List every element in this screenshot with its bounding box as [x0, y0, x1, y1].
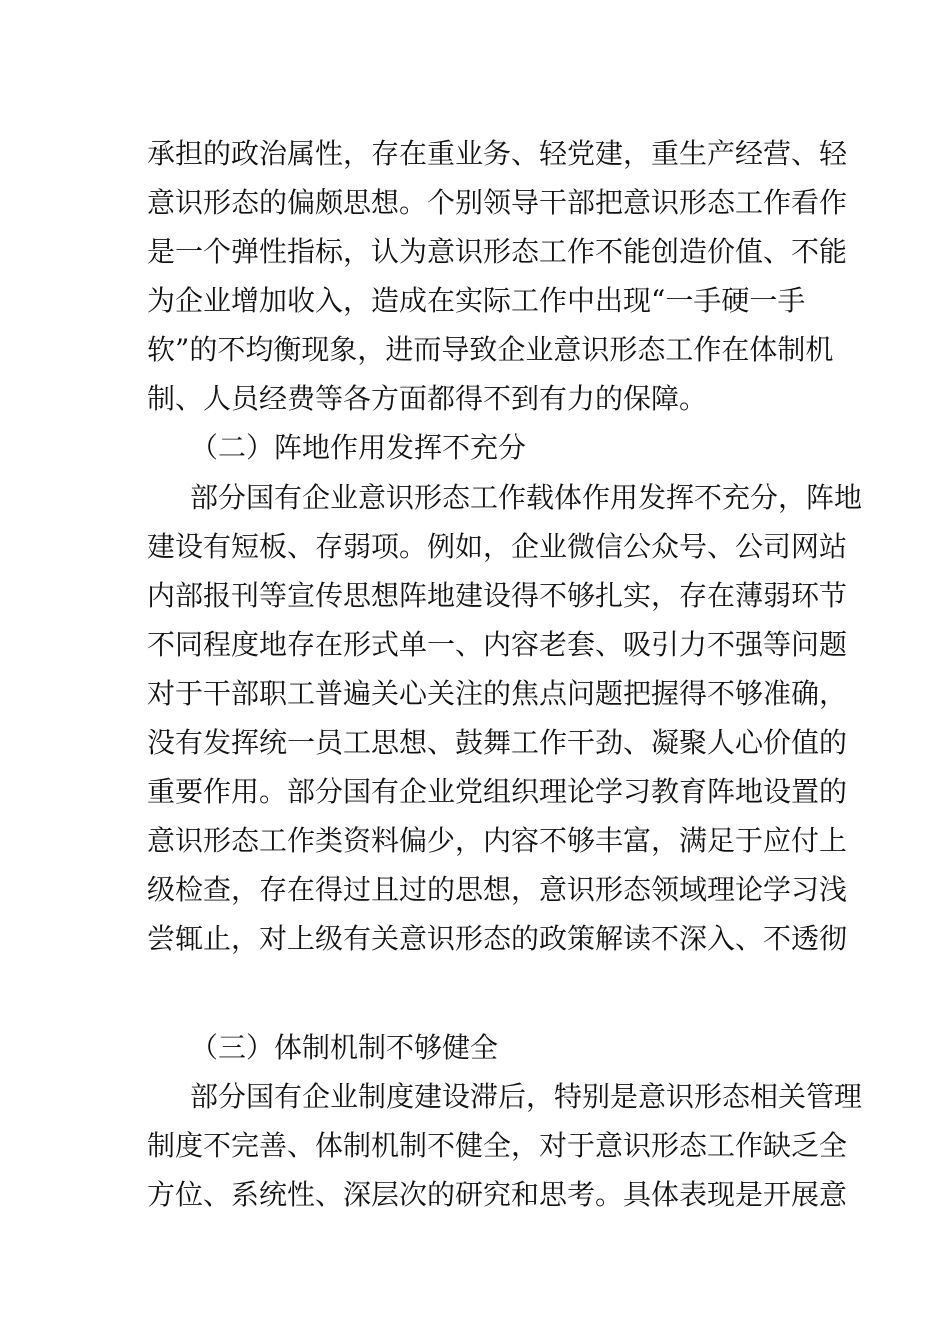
- paragraph-line: 为企业增加收入，造成在实际工作中出现“一手硬一手: [147, 284, 806, 317]
- paragraph-line: 是一个弹性指标，认为意识形态工作不能创造价值、不能: [147, 235, 848, 268]
- paragraph-line: 不同程度地存在形式单一、内容老套、吸引力不强等问题: [147, 628, 848, 661]
- section-heading-3: （三）体制机制不够健全: [190, 1031, 499, 1064]
- paragraph-line: 意识形态工作类资料偏少，内容不够丰富，满足于应付上: [147, 824, 848, 857]
- paragraph-line: 没有发挥统一员工思想、鼓舞工作干劲、凝聚人心价值的: [147, 726, 848, 759]
- paragraph-line: 尝辄止，对上级有关意识形态的政策解读不深入、不透彻: [147, 922, 848, 955]
- paragraph-line: 重要作用。部分国有企业党组织理论学习教育阵地设置的: [147, 775, 848, 808]
- paragraph-line: 方位、系统性、深层次的研究和思考。具体表现是开展意: [147, 1178, 848, 1211]
- paragraph-line: 承担的政治属性，存在重业务、轻党建，重生产经营、轻: [147, 137, 848, 170]
- paragraph-line: 内部报刊等宣传思想阵地建设得不够扎实，存在薄弱环节: [147, 579, 848, 612]
- paragraph-line: 意识形态的偏颇思想。个别领导干部把意识形态工作看作: [147, 186, 848, 219]
- paragraph-line: 软”的不均衡现象，进而导致企业意识形态工作在体制机: [147, 333, 834, 366]
- paragraph-line: 部分国有企业意识形态工作载体作用发挥不充分，阵地: [190, 481, 863, 514]
- paragraph-line: 级检查，存在得过且过的思想，意识形态领域理论学习浅: [147, 873, 848, 906]
- paragraph-line: 对于干部职工普遍关心关注的焦点问题把握得不够准确，: [147, 677, 848, 710]
- section-heading-2: （二）阵地作用发挥不充分: [190, 431, 527, 464]
- paragraph-line: 建设有短板、存弱项。例如，企业微信公众号、公司网站: [147, 530, 848, 563]
- paragraph-line: 制、人员经费等各方面都得不到有力的保障。: [147, 382, 708, 415]
- paragraph-line: 制度不完善、体制机制不健全，对于意识形态工作缺乏全: [147, 1129, 848, 1162]
- paragraph-line: 部分国有企业制度建设滞后，特别是意识形态相关管理: [190, 1080, 863, 1113]
